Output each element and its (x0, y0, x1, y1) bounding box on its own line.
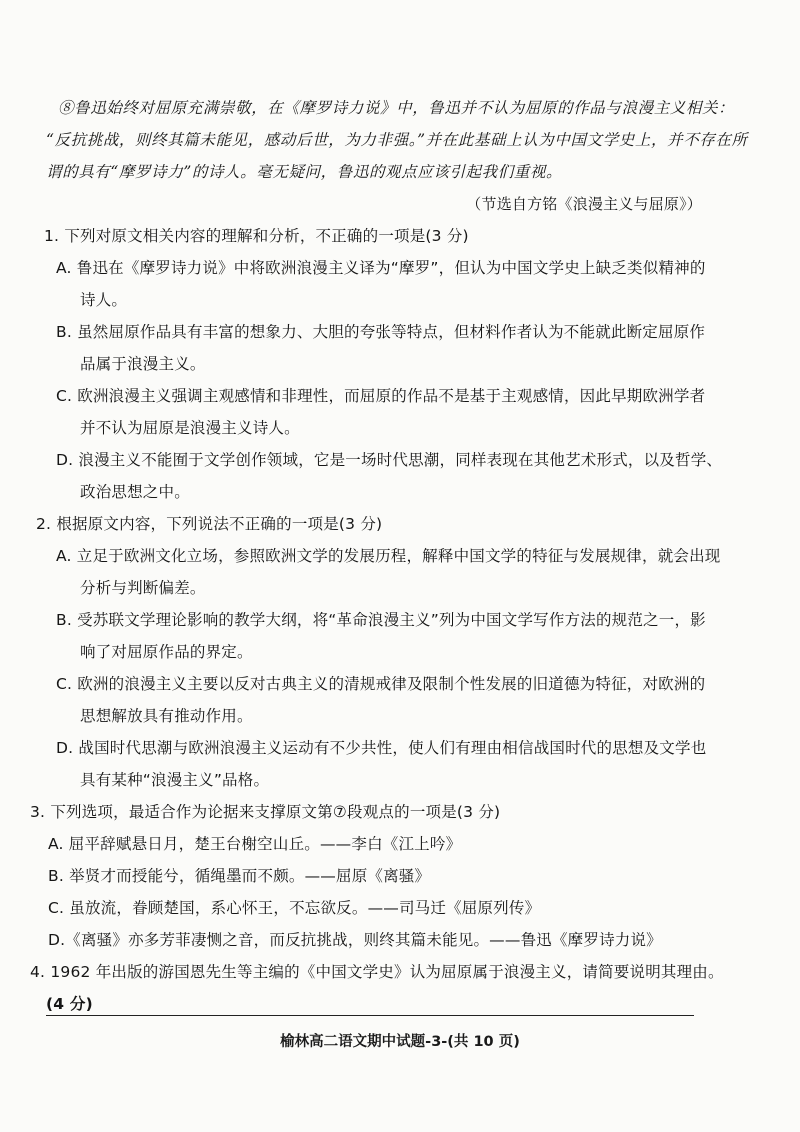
question-3-option-b: B. 举贤才而授能兮，循绳墨而不颇。——屈原《离骚》 (48, 867, 431, 885)
question-1-option-c-line-1: C. 欧洲浪漫主义强调主观感情和非理性，而屈原的作品不是基于主观感情，因此早期欧洲学者 (56, 387, 706, 405)
question-3-option-c: C. 虽放流，眷顾楚国，系心怀王，不忘欲反。——司马迁《屈原列传》 (48, 899, 541, 917)
question-2-stem: 2. 根据原文内容，下列说法不正确的一项是(3 分) (36, 515, 383, 533)
question-1-option-a-line-2: 诗人。 (80, 291, 128, 309)
question-1-option-c-line-2: 并不认为屈原是浪漫主义诗人。 (80, 419, 300, 437)
passage-line-2: “反抗挑战，则终其篇未能见，感动后世，为力非强。”并在此基础上认为中国文学史上，并不存在所 (46, 131, 748, 149)
question-4-stem: 4. 1962 年出版的游国恩先生等主编的《中国文学史》认为屈原属于浪漫主义，请简要说明其理由。 (30, 963, 724, 981)
question-1-option-a-line-1: A. 鲁迅在《摩罗诗力说》中将欧洲浪漫主义译为“摩罗”，但认为中国文学史上缺乏类似精神的 (56, 259, 706, 277)
question-2-option-b-line-2: 响了对屈原作品的界定。 (80, 643, 253, 661)
question-1-option-b-line-1: B. 虽然屈原作品具有丰富的想象力、大胆的夸张等特点，但材料作者认为不能就此断定屈原作 (56, 323, 706, 341)
question-3-stem: 3. 下列选项，最适合作为论据来支撑原文第⑦段观点的一项是(3 分) (30, 803, 501, 821)
question-3-option-d: D.《离骚》亦多芳菲凄恻之音，而反抗挑战，则终其篇未能见。——鲁迅《摩罗诗力说》 (48, 931, 662, 949)
passage-line-1: ⑧鲁迅始终对屈原充满崇敬，在《摩罗诗力说》中，鲁迅并不认为屈原的作品与浪漫主义相关： (58, 99, 735, 117)
question-1-option-d-line-2: 政治思想之中。 (80, 483, 190, 501)
question-1-option-d-line-1: D. 浪漫主义不能囿于文学创作领域，它是一场时代思潮，同样表现在其他艺术形式，以及哲学、 (56, 451, 723, 469)
question-2-option-b-line-1: B. 受苏联文学理论影响的教学大纲，将“革命浪漫主义”列为中国文学写作方法的规范之一，影 (56, 611, 706, 629)
page-footer: 榆林高二语文期中试题-3-(共 10 页) (280, 1034, 520, 1050)
passage-line-3: 谓的具有“摩罗诗力”的诗人。毫无疑问，鲁迅的观点应该引起我们重视。 (46, 163, 563, 181)
question-2-option-d-line-1: D. 战国时代思潮与欧洲浪漫主义运动有不少共性，使人们有理由相信战国时代的思想及文学也 (56, 739, 707, 757)
question-2-option-c-line-2: 思想解放具有推动作用。 (80, 707, 253, 725)
question-1-stem: 1. 下列对原文相关内容的理解和分析，不正确的一项是(3 分) (44, 227, 469, 245)
question-3-option-a: A. 屈平辞赋悬日月，楚王台榭空山丘。——李白《江上吟》 (48, 835, 462, 853)
question-2-option-c-line-1: C. 欧洲的浪漫主义主要以反对古典主义的清规戒律及限制个性发展的旧道德为特征，对欧洲的 (56, 675, 706, 693)
question-2-option-a-line-2: 分析与判断偏差。 (80, 579, 206, 597)
question-4-points: (4 分) (46, 995, 93, 1013)
question-2-option-a-line-1: A. 立足于欧洲文化立场，参照欧洲文学的发展历程，解释中国文学的特征与发展规律，就会出现 (56, 547, 721, 565)
passage-source: （节选自方铭《浪漫主义与屈原》） (466, 195, 702, 213)
question-1-option-b-line-2: 品属于浪漫主义。 (80, 355, 206, 373)
footer-divider (46, 1015, 694, 1016)
question-2-option-d-line-2: 具有某种“浪漫主义”品格。 (80, 771, 270, 789)
